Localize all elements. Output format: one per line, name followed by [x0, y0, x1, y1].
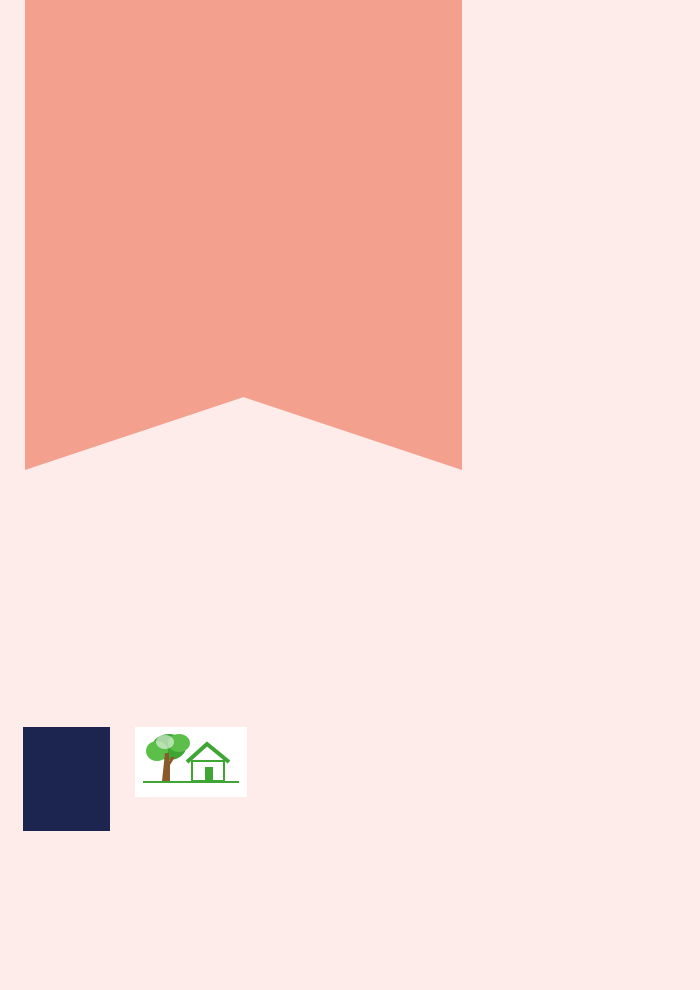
cittadella-logo — [23, 727, 110, 831]
tree-house-logo-icon — [135, 727, 247, 787]
gruppo-verde-logo — [135, 727, 247, 797]
star-logo-icon — [23, 727, 110, 797]
